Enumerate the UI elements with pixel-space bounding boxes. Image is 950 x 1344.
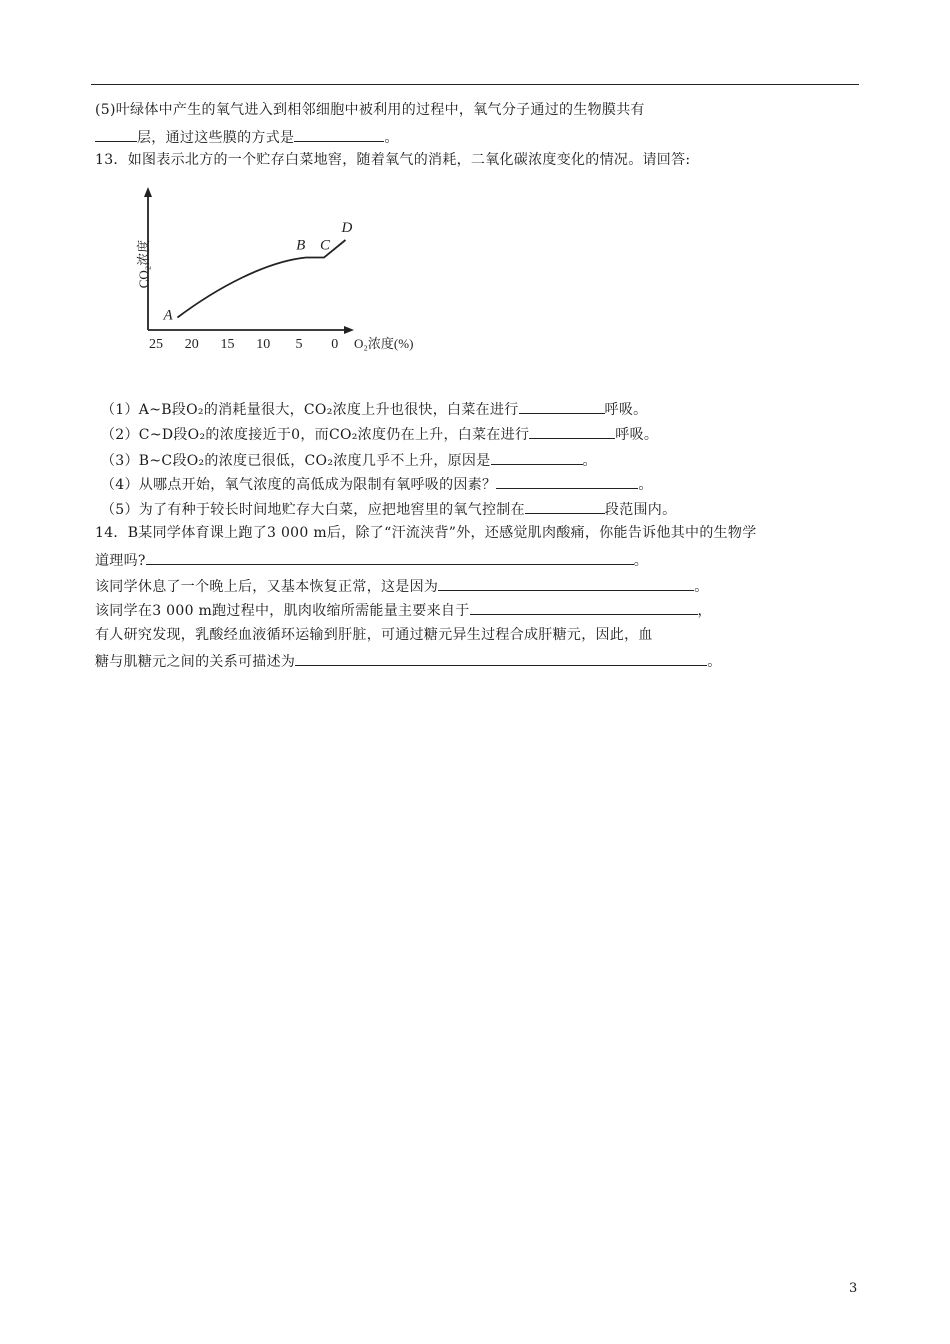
x-tick-label: 25	[149, 337, 163, 352]
answer-blank[interactable]	[491, 450, 583, 465]
x-tick-label: 15	[220, 337, 235, 352]
answer-blank[interactable]	[621, 651, 707, 666]
q13-q4: （4）从哪点开始，氧气浓度的高低成为限制有氧呼吸的因素？ 。	[101, 474, 653, 494]
point-label-d: D	[341, 220, 353, 236]
q14-line5: 有人研究发现，乳酸经血液循环运输到肝脏，可通过糖元异生过程合成肝糖元，因此，血	[95, 627, 653, 643]
answer-blank[interactable]	[470, 600, 698, 615]
answer-blank[interactable]	[294, 127, 384, 142]
q14-line2: 道理吗? 。	[95, 550, 648, 570]
x-axis-label: O₂浓度(%)	[354, 336, 414, 351]
q13-q2: （2）C~D段O₂的浓度接近于0，而CO₂浓度仍在上升，白菜在进行 呼吸。	[101, 424, 658, 444]
q14-line1: 14．B某同学体育课上跑了3 000 m后，除了“汗流浃背”外，还感觉肌肉酸痛，你能告诉他其中的生物学	[95, 525, 757, 541]
chart-svg	[128, 186, 448, 362]
q13-q5: （5）为了有种于较长时间地贮存大白菜，应把地窖里的氧气控制在 段范围内。	[101, 499, 676, 519]
answer-blank[interactable]	[529, 424, 615, 439]
q14-line4: 该同学在3 000 m跑过程中，肌肉收缩所需能量主要来自于 ，	[95, 600, 712, 620]
answer-blank[interactable]	[438, 576, 694, 591]
x-tick-label: 0	[331, 337, 339, 352]
point-label-a: A	[163, 307, 173, 324]
x-tick-label: 20	[184, 337, 199, 352]
answer-blank[interactable]	[496, 474, 638, 489]
q12-part5-line1: (5)叶绿体中产生的氧气进入到相邻细胞中被利用的过程中，氧气分子通过的生物膜共有	[95, 102, 645, 118]
q13-q3: （3）B~C段O₂的浓度已很低，CO₂浓度几乎不上升，原因是 。	[101, 450, 597, 470]
x-tick-label: 10	[256, 337, 271, 352]
header-rule	[91, 84, 859, 85]
answer-blank[interactable]	[295, 651, 621, 666]
x-tick-label: 5	[295, 337, 303, 352]
q13-q1: （1）A~B段O₂的消耗量很大，CO₂浓度上升也很快，白菜在进行 呼吸。	[101, 399, 647, 419]
answer-blank[interactable]	[519, 399, 605, 414]
q12-part5-line2: 层，通过这些膜的方式是 。	[95, 127, 399, 147]
y-axis-arrow	[144, 187, 152, 197]
page-number: 3	[849, 1281, 858, 1296]
q14-line6: 糖与肌糖元之间的关系可描述为 。	[95, 651, 722, 671]
point-label-c: C	[320, 237, 331, 254]
x-axis-arrow	[344, 326, 354, 334]
answer-blank[interactable]	[95, 127, 137, 142]
point-label-b: B	[296, 237, 306, 254]
answer-blank[interactable]	[525, 499, 605, 514]
q14-line3: 该同学休息了一个晚上后，又基本恢复正常，这是因为 。	[95, 576, 709, 596]
q13-stem: 13．如图表示北方的一个贮存白菜地窖，随着氧气的消耗，二氧化碳浓度变化的情况。请回答:	[95, 152, 691, 168]
co2-o2-chart	[128, 186, 448, 362]
x-tick-group	[149, 337, 338, 352]
y-axis-label: CO₂浓度	[136, 239, 151, 289]
answer-blank[interactable]	[146, 550, 634, 565]
